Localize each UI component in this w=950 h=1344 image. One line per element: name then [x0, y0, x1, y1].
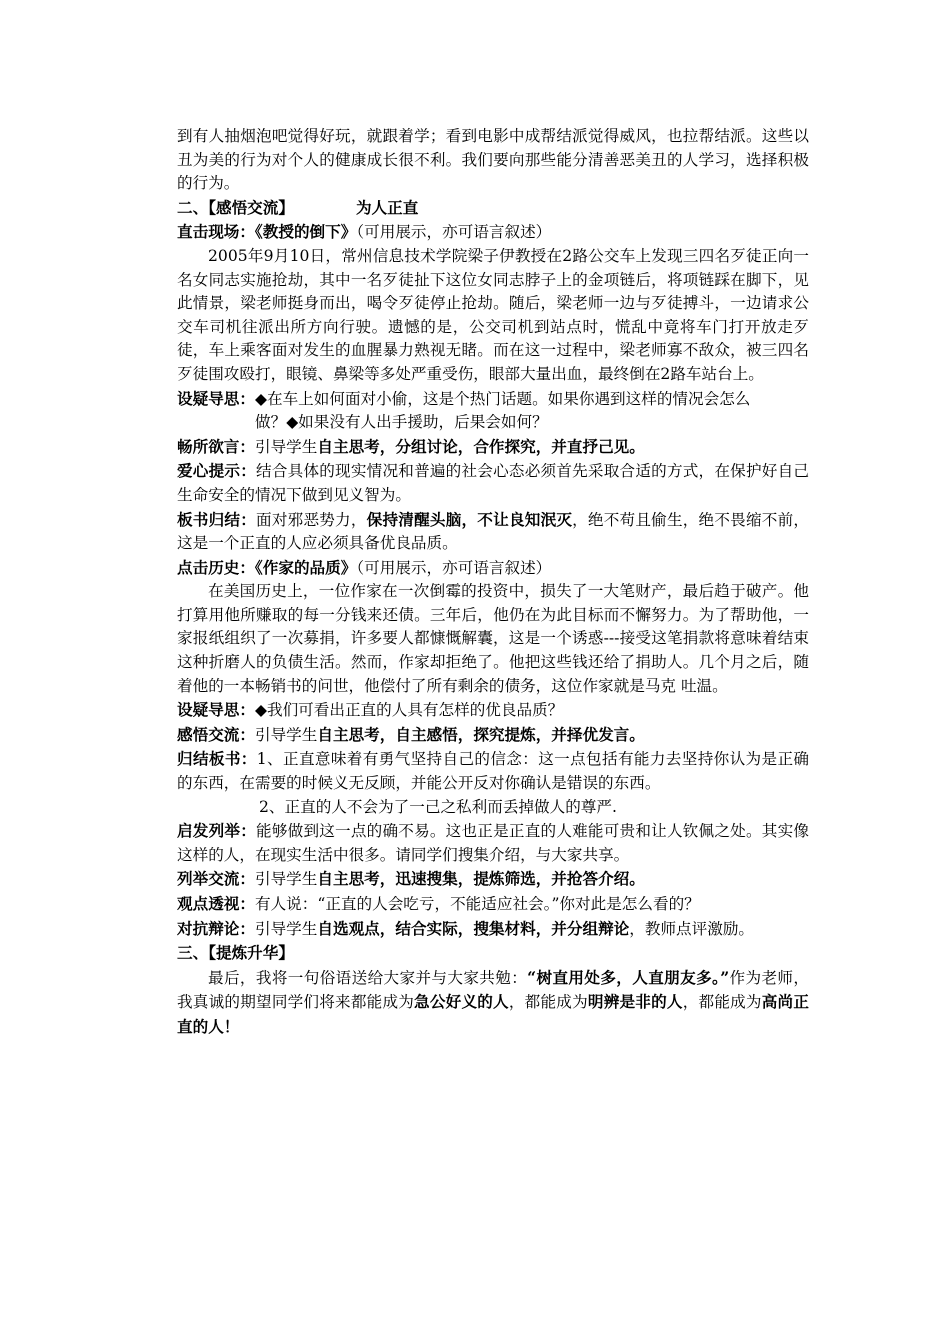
section-3-heading: [177, 941, 809, 966]
sheyi-2-text: ◆我们可看出正直的人具有怎样的优良品质？: [254, 701, 564, 720]
aixin-label: 爱心提示：: [177, 461, 257, 481]
section-3-label: 三、【提炼升华】: [177, 943, 294, 963]
section-2-heading: [177, 196, 809, 221]
zhiji-title: 《教授的倒下》: [254, 222, 357, 242]
liju-pre: 引导学生: [254, 870, 318, 889]
guijie-label: 归结板书：: [177, 749, 257, 769]
changsuo-label: 畅所欲言：: [177, 436, 255, 456]
sheyi-daosi-1-cont: [177, 411, 809, 435]
intro-paragraph: 到有人抽烟泡吧觉得好玩，就跟着学；看到电影中成帮结派觉得威风，也拉帮结派。这些以丑为美的行为对个人的健康成长很不利。我们要向那些能分清善恶美丑的人学习，选择积极的行为。: [177, 127, 809, 193]
guandian-toushi: [177, 892, 809, 917]
changsuo-yuyan: [177, 435, 809, 460]
banshu-t2: ，绝不苟且偷生，绝不畏缩不前，这是一个正直的人应必须具备优良品质。: [177, 510, 809, 553]
section-2-label: 二、【感悟交流】: [177, 197, 294, 217]
sheyi-1-line1: ◆在车上如何面对小偷，这是个热门话题。如果你遇到这样的情况会怎么: [254, 389, 751, 408]
banshu-label: 板书归结：: [177, 509, 257, 529]
final-t4: ，都能成为: [682, 993, 762, 1012]
dianji-title: 《作家的品质》: [254, 557, 357, 577]
story-writer: 在美国历史上，一位作家在一次倒霉的投资中，损失了一大笔财产，最后趋于破产。他打算用他所赚取的每一分钱来还债。三年后，他仍在为此目标而不懈努力。为了帮助他，一家报纸组织了一次募捐，许多要人都慷慨解囊，这是一个诱惑---接受这笔捐款将意味着结束这种折磨人的负债生活。然而，作家却拒绝了。他把这些钱还给了捐助人。几个月之后，随着他的一本畅销书的问世，他偿付了所有剩余的债务，这位作家就是马克 吐温。: [177, 582, 809, 695]
ganwu-label: 感悟交流：: [177, 724, 255, 744]
ganwu-pre: 引导学生: [254, 725, 318, 744]
changsuo-bold: 自主思考，分组讨论，合作探究，并直抒己见。: [317, 436, 645, 456]
final-b2: 急公好义的人: [414, 992, 509, 1012]
document-page: [177, 125, 809, 1040]
story-professor: 2005年9月10日，常州信息技术学院梁子伊教授在2路公交车上发现三四名歹徒正向一名女同志实施抢劫，其中一名歹徒扯下这位女同志脖子上的金项链后，将项链踩在脚下，见此情景，梁老师挺身而出，喝令歹徒停止抢劫。随后，梁老师一边与歹徒搏斗，一边请求公交车司机往派出所方向行驶。遗憾的是，公交司机到站点时，慌乱中竟将车门打开放走歹徒，车上乘客面对发生的血腥暴力熟视无睹。而在这一过程中，梁老师寡不敌众，被三四名歹徒围攻殴打，眼镜、鼻梁等多处严重受伤，眼部大量出血，最终倒在2路车站台上。: [177, 246, 809, 383]
sheyi-1-line2: 做？◆如果没有人出手援助，后果会如何？: [255, 413, 548, 432]
dianji-label: 点击历史：: [177, 557, 255, 577]
final-paragraph: [177, 966, 809, 1040]
qifa-liju: [177, 819, 809, 867]
dianji-lishi-line: [177, 556, 809, 581]
dianji-note: （可用展示，亦可语言叙述）: [356, 558, 552, 577]
liju-bold: 自主思考，迅速搜集，提炼筛选，并抢答介绍。: [317, 869, 645, 889]
duikang-post: ，教师点评激励。: [629, 919, 755, 938]
ganwu-bold: 自主思考，自主感悟，探究提炼，并择优发言。: [317, 724, 645, 744]
duikang-label: 对抗辩论：: [177, 918, 255, 938]
section-2-title: 为人正直: [355, 197, 419, 217]
changsuo-pre: 引导学生: [254, 437, 318, 456]
banshu-guijie: [177, 508, 809, 556]
zhiji-xianchang-line: [177, 220, 809, 245]
final-t2: 作为老师，我真诚的期望同学们将来都能成为: [177, 968, 809, 1012]
sheyi-daosi-2: [177, 698, 809, 723]
banshu-b1: 保持清醒头脑，不让良知泯灭: [366, 509, 573, 529]
duikang-pre: 引导学生: [254, 919, 318, 938]
zhiji-label: 直击现场：: [177, 222, 255, 242]
final-b3: 明辨是非的人: [587, 992, 683, 1012]
final-t1: 最后，我将一句俗语送给大家并与大家共勉：: [208, 968, 528, 987]
guijie-item-2: 2、正直的人不会为了一己之私利而丢掉做人的尊严.: [259, 797, 617, 816]
qifa-text: 能够做到这一点的确不易。这也正是正直的人难能可贵和让人钦佩之处。其实像这样的人，在现实生活中很多。请同学们搜集介绍，与大家共享。: [177, 822, 809, 864]
final-b1: “树直用处多，人直朋友多。”: [527, 967, 730, 987]
qifa-label: 启发列举：: [177, 821, 257, 841]
guijie-banshu: [177, 747, 809, 795]
sheyi-1-label: 设疑导思：: [177, 388, 255, 408]
duikang-bianlun: [177, 917, 809, 942]
liju-label: 列举交流：: [177, 869, 255, 889]
duikang-bold: 自选观点，结合实际，搜集材料，并分组辩论: [317, 918, 630, 938]
guijie-item-1: 1、正直意味着有勇气坚持自己的信念：这一点包括有能力去坚持你认为是正确的东西，在需要的时候义无反顾，并能公开反对你确认是错误的东西。: [177, 750, 809, 793]
ganwu-jiaoliu: [177, 723, 809, 748]
final-b4: 高尚正直的人！: [177, 992, 809, 1036]
aixin-tishi: [177, 459, 809, 507]
sheyi-daosi-1: [177, 387, 809, 412]
final-t3: ，都能成为: [508, 993, 588, 1012]
guandian-text: 有人说：“正直的人会吃亏，不能适应社会。”你对此是怎么看的？: [254, 895, 700, 913]
guijie-item-2-line: [177, 796, 809, 820]
aixin-text: 结合具体的现实情况和普遍的社会心态必须首先采取合适的方式，在保护好自己生命安全的情况下做到见义智为。: [177, 462, 809, 504]
liju-jiaoliu: [177, 867, 809, 892]
zhiji-note: （可用展示，亦可语言叙述）: [356, 223, 552, 242]
guandian-label: 观点透视：: [177, 894, 255, 913]
banshu-t1: 面对邪恶势力，: [256, 510, 367, 529]
sheyi-2-label: 设疑导思：: [177, 700, 255, 720]
